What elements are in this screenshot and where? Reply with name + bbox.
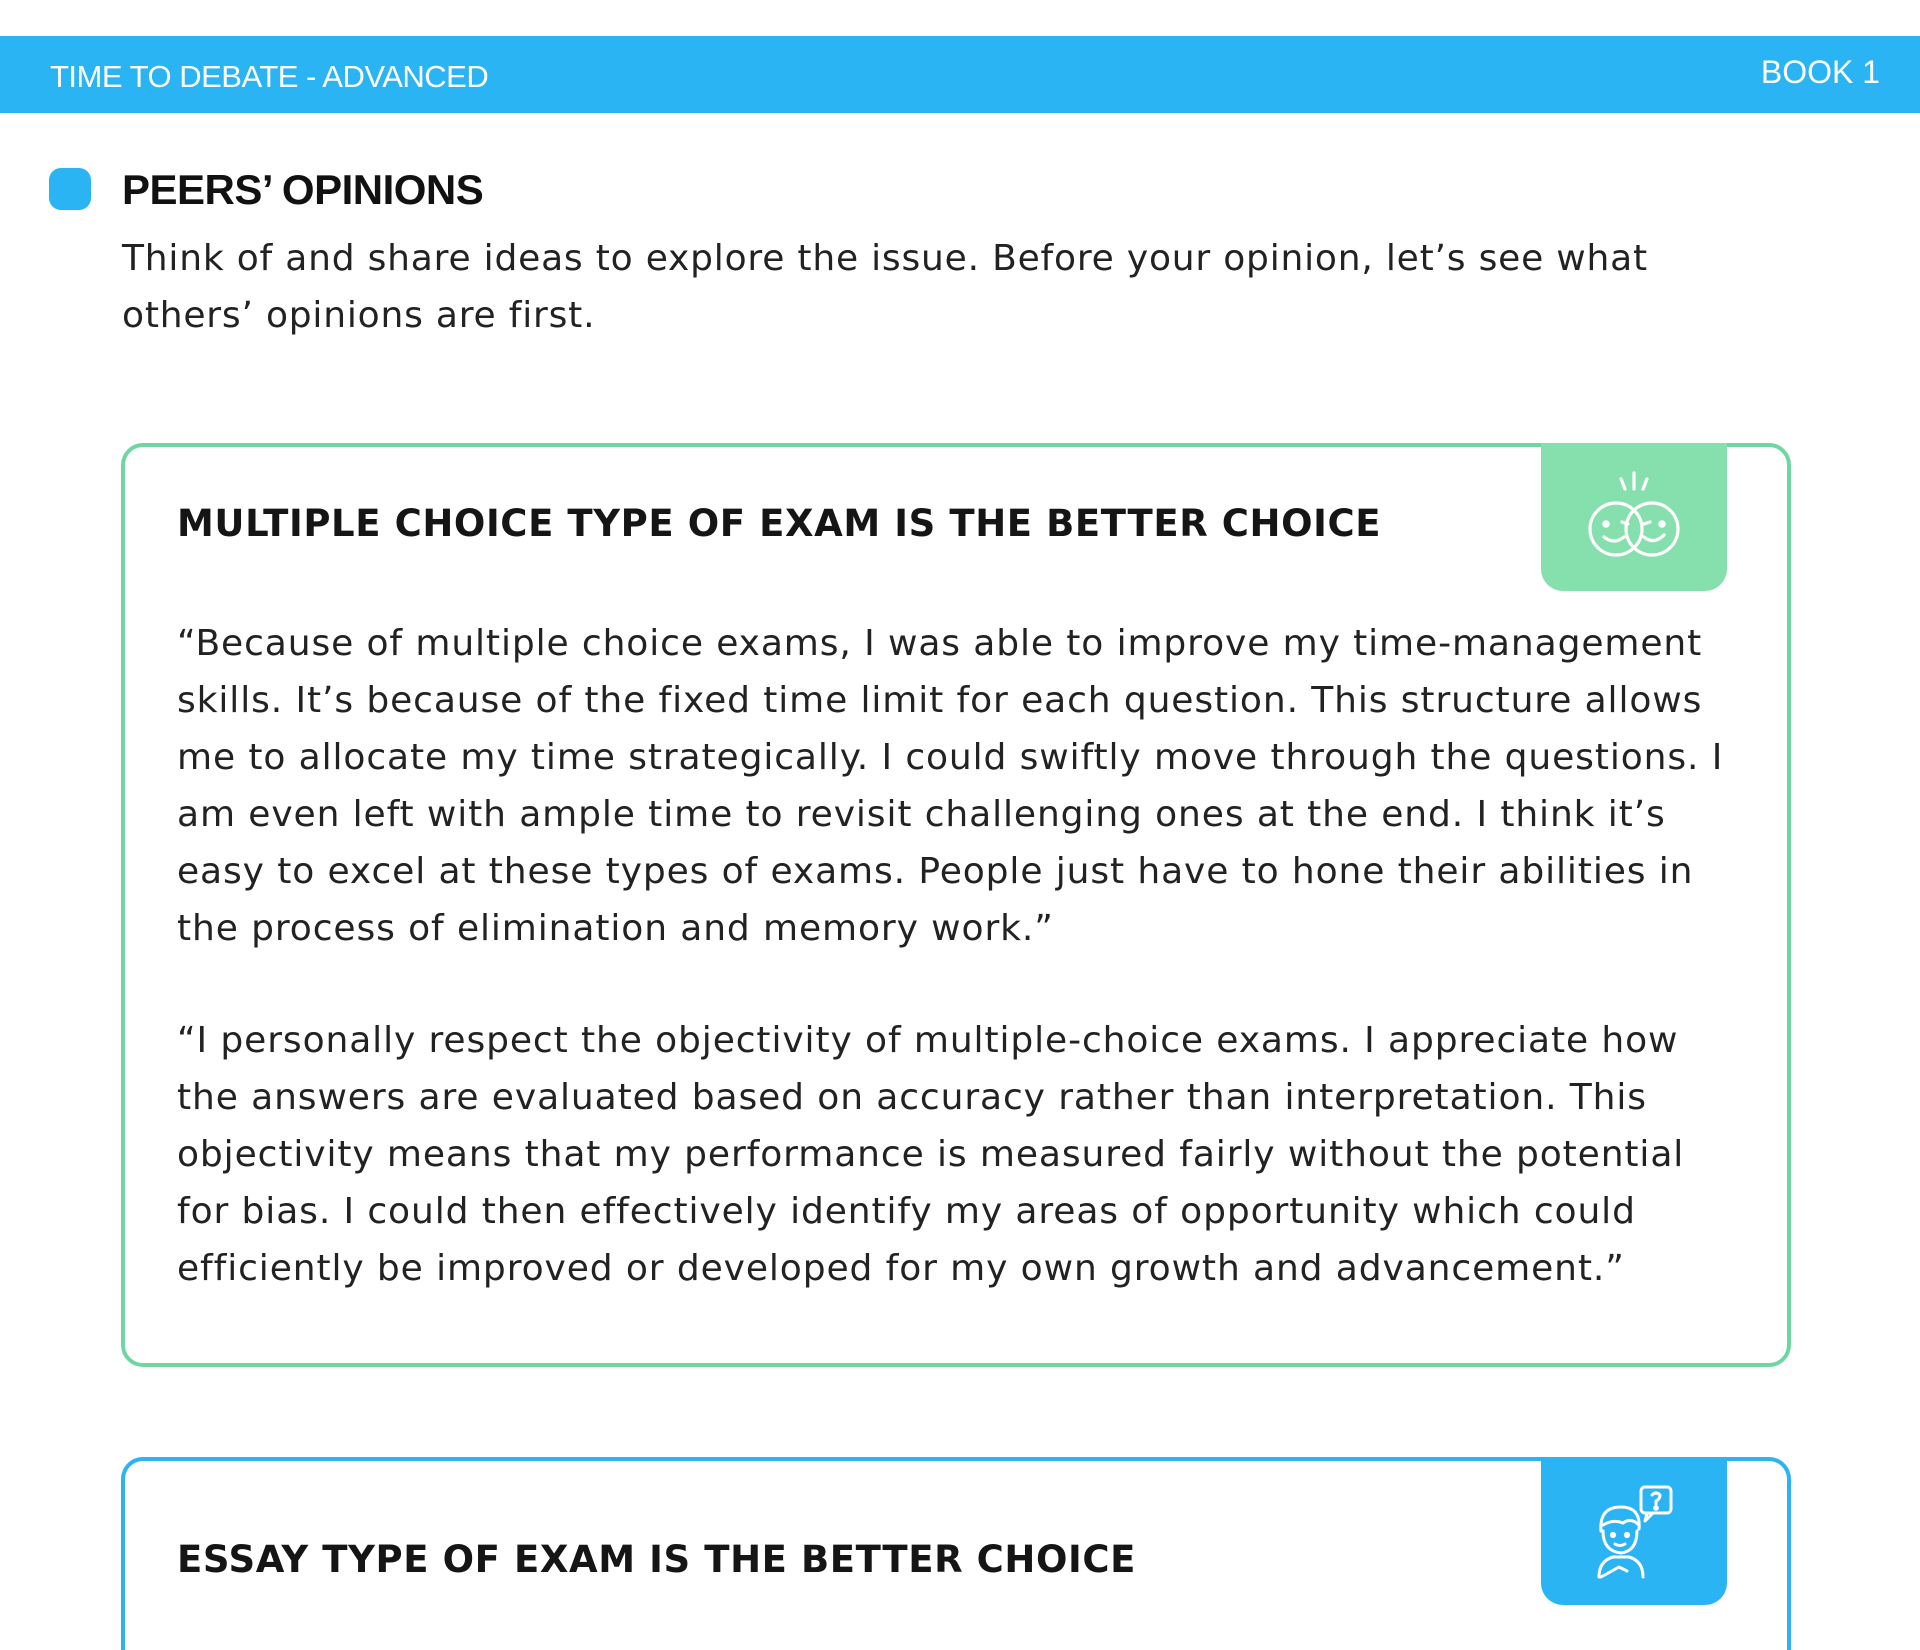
card-icon-tab (1541, 1457, 1727, 1605)
section-title: PEERS’ OPINIONS (122, 166, 484, 213)
card-icon-tab (1541, 443, 1727, 591)
thinking-person-question-icon (1579, 1481, 1689, 1581)
opinion-quote: “I personally respect the objectivity of multiple-choice exams. I appreciate how the answers are evaluated based on accuracy rather than interpretation. This objectivity means that my performance is measured fairly without the potential for bias. I could then effectively identify my areas of opportunity which could efficiently be improved or developed for my own growth and advancement.” (177, 1020, 1685, 1289)
card-heading: MULTIPLE CHOICE TYPE OF EXAM IS THE BETTER CHOICE (177, 502, 1382, 545)
opinion-card-multiple-choice (121, 443, 1791, 1367)
section-intro: Think of and share ideas to explore the issue. Before your opinion, let’s see what others’ opinions are first. (122, 238, 1648, 336)
opinion-quote: “Because of multiple choice exams, I was able to improve my time-management skills. It’s because of the fixed time limit for each question. This structure allows me to allocate my time strategically. I could swiftly move through the questions. I am even left with ample time to revisit challenging ones at the end. I think it’s easy to excel at these types of exams. People just have to hone their abilities in the process of elimination and memory work.” (177, 623, 1724, 949)
book-label: BOOK 1 (1760, 54, 1880, 90)
header-title: TIME TO DEBATE - ADVANCED (50, 59, 489, 94)
section-bullet (49, 168, 91, 210)
header-bar (0, 36, 1920, 113)
card-heading: ESSAY TYPE OF EXAM IS THE BETTER CHOICE (177, 1538, 1137, 1581)
two-smiling-faces-icon (1574, 467, 1694, 567)
opinion-card-essay (121, 1457, 1791, 1650)
